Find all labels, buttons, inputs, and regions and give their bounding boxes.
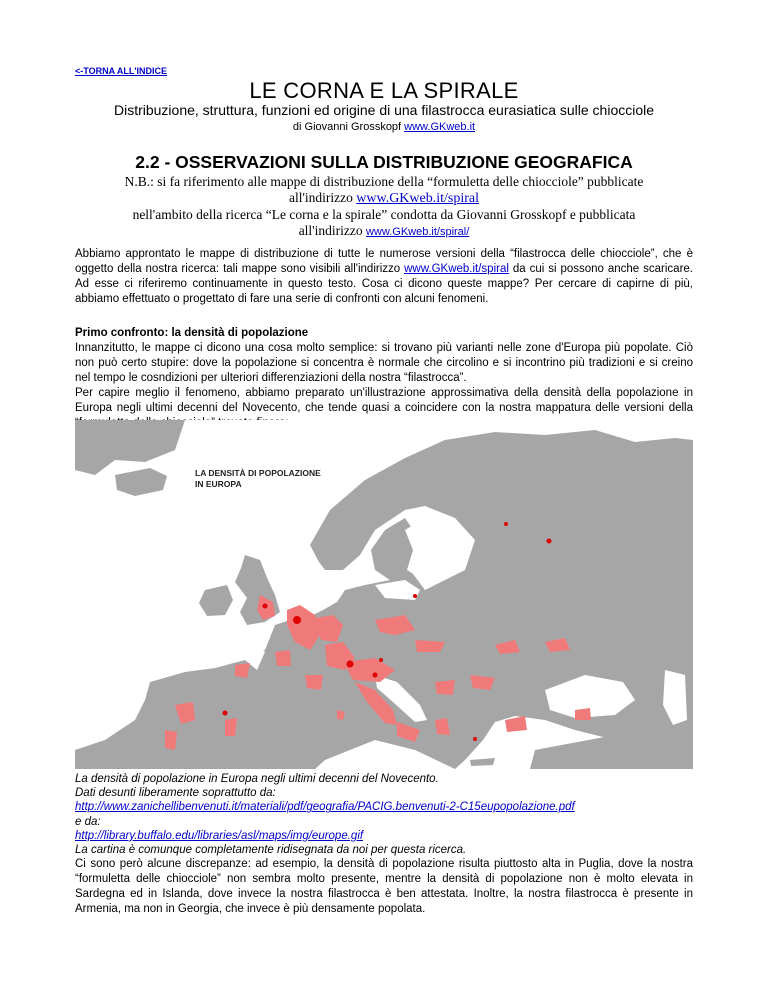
reference-note bbox=[60, 174, 708, 240]
intro-paragraph: Abbiamo approntato le mappe di distribuzione di tutte le numerose versioni della “filastrocca delle chiocciole”, che è oggetto della nostra ricerca: tali mappe sono visibili all'indirizzo www.GKweb.it/spiral da cui si possono anche scaricare. Ad esse ci riferiremo continuamente in questo testo. Cosa ci dicono queste mappe? Per cercare di capirne di più, abbiamo effettuato o progettato di fare una serie di confronti con alcuni fenomeni. bbox=[75, 248, 693, 305]
population-density-map bbox=[75, 420, 693, 769]
section-heading: 2.2 - OSSERVAZIONI SULLA DISTRIBUZIONE GEOGRAFICA bbox=[135, 152, 633, 172]
caption-line: e da: bbox=[75, 815, 101, 828]
map-title-line1: LA DENSITÀ DI POPOLAZIONE bbox=[195, 468, 321, 478]
author-website-link[interactable]: www.GKweb.it bbox=[404, 121, 476, 133]
page-title: LE CORNA E LA SPIRALE bbox=[249, 78, 519, 103]
page-subtitle: Distribuzione, struttura, funzioni ed origine di una filastrocca eurasiatica sulle chiocciole bbox=[113, 102, 655, 118]
spiral-site-link[interactable]: www.GKweb.it/spiral/ bbox=[365, 226, 470, 238]
zanichelli-source-link[interactable]: http://www.zanichellibenvenuti.it/materiali/pdf/geografia/PACIG.benvenuti-2-C15eupopolazione.pdf bbox=[75, 801, 575, 814]
discrepancies-paragraph: Ci sono però alcune discrepanze: ad esempio, la densità di popolazione risulta piuttosto alta in Puglia, dove la nostra “formuletta delle chiocciole” non sembra molto presente, mentre la densità di popolazione non è molto elevata in Sardegna ed in Islanda, dove invece la nostra filastrocca è ben attestata. Inoltre, la nostra filastrocca è presente in Armenia, ma non in Georgia, che invece è più densamente popolata. bbox=[75, 858, 693, 915]
caption-line bbox=[75, 829, 693, 843]
back-to-index-link[interactable]: <-TORNA ALL'INDICE bbox=[75, 66, 168, 76]
caption-line: Dati desunti liberamente soprattutto da: bbox=[75, 787, 276, 800]
caption-line: La cartina è comunque completamente ridisegnata da noi per questa ricerca. bbox=[75, 844, 467, 857]
note-line: nell'ambito della ricerca “Le corna e la spirale” condotta da Giovanni Grosskopf e pubblicata bbox=[132, 207, 636, 222]
caption-line: La densità di popolazione in Europa negli ultimi decenni del Novecento. bbox=[75, 773, 439, 785]
map-title-line2: IN EUROPA bbox=[195, 479, 242, 489]
europe-map-image bbox=[75, 420, 693, 769]
buffalo-source-link[interactable]: http://library.buffalo.edu/libraries/asl/maps/img/europe.gif bbox=[75, 829, 364, 842]
first-comparison-paragraph: Primo confronto: la densità di popolazione Innanzitutto, le mappe ci dicono una cosa molto semplice: si trovano più varianti nelle zone d'Europa più popolate. Ciò non può certo stupire: dove la popolazione si concentra è normale che circolino e si incontrino più tradizioni e si creino nel tempo le cosndizioni per ulteriori differenziazioni della nostra “filastrocca”. Per capire meglio il fenomeno, abbiamo preparato un'illustrazione approssimativa della densità della popolazione in Europa negli ultimi decenni del Novecento, che tende quasi a coincidere con la nostra mappatura delle versioni della bbox=[75, 327, 693, 414]
note-line: all'indirizzo www.GKweb.it/spiral bbox=[288, 190, 480, 206]
author-byline bbox=[0, 121, 768, 133]
map-caption bbox=[75, 772, 693, 857]
note-line: all'indirizzo www.GKweb.it/spiral/ bbox=[298, 223, 470, 238]
paragraph-heading: Primo confronto: la densità di popolazione bbox=[75, 327, 309, 339]
caption-line bbox=[75, 800, 693, 814]
spiral-maps-link[interactable]: www.GKweb.it/spiral bbox=[356, 191, 480, 206]
byline-text: di Giovanni Grosskopf bbox=[292, 121, 405, 133]
spiral-inline-link[interactable]: www.GKweb.it/spiral bbox=[404, 263, 509, 275]
note-line: N.B.: si fa riferimento alle mappe di distribuzione della “formuletta delle chiocciole” pubblicate bbox=[124, 174, 644, 189]
